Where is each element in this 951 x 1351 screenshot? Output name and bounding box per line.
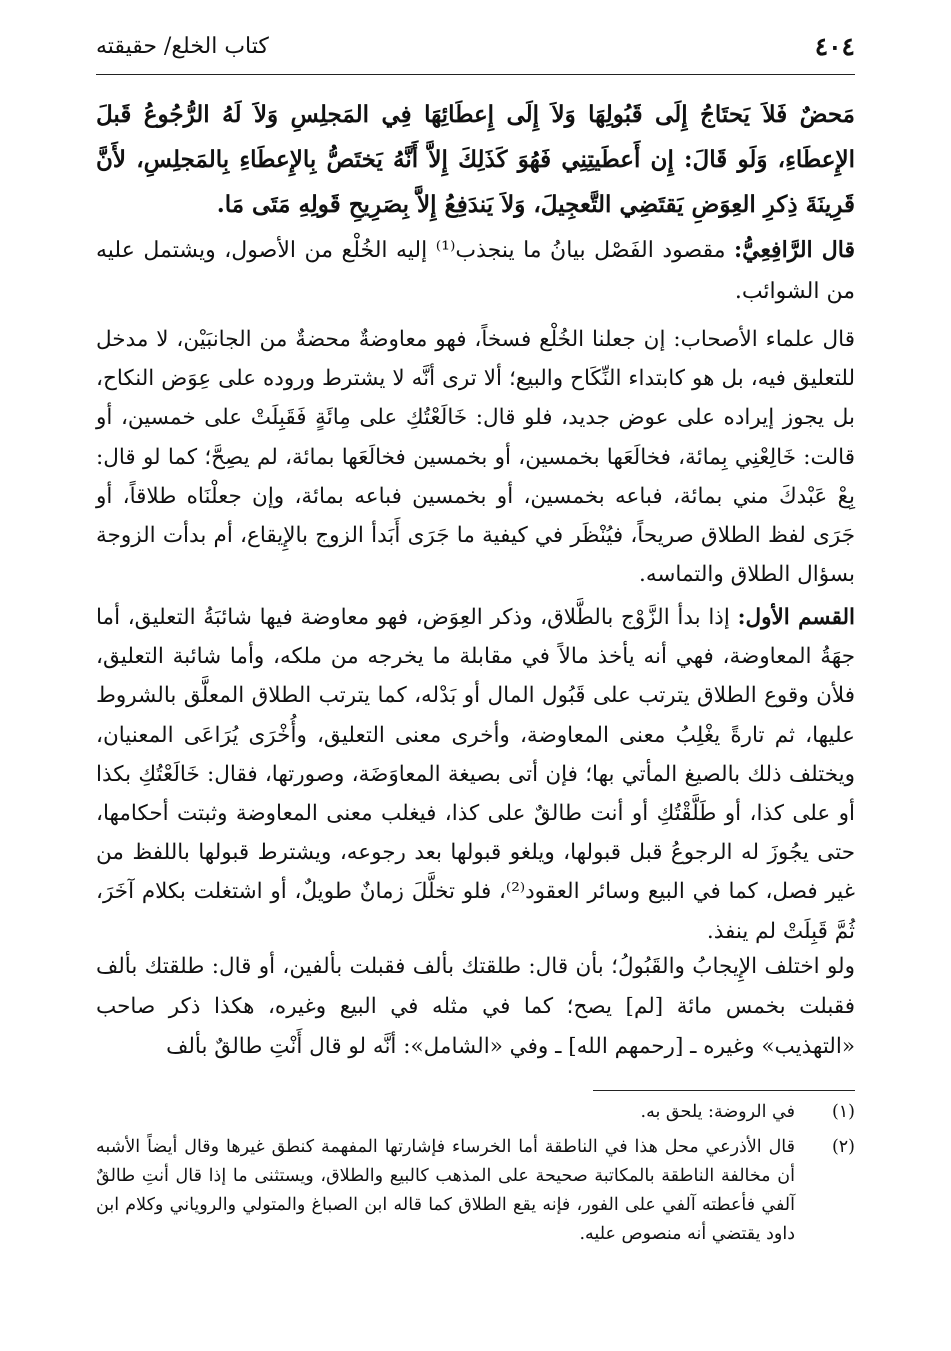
running-title: كتاب الخلع/ حقيقته	[96, 34, 269, 59]
paragraph-ulama	[96, 320, 855, 594]
paragraph-rafii	[96, 230, 855, 312]
paragraph-lead: القسم الأول:	[737, 605, 855, 630]
footnote-divider	[593, 1090, 855, 1091]
footnotes	[96, 1098, 855, 1255]
footnote-number: (٢)	[831, 1137, 855, 1157]
paragraph-text: مقصود الفَصْل بيانُ ما ينجذب⁽¹⁾ إليه الخُلْع من الأصول، ويشتمل عليه من الشوائب.	[96, 238, 855, 304]
paragraph-text: إذا بدأ الزَّوْج بالطَّلاق، وذكر العِوَض، فهو معاوضة فيها شائبَةُ التعليق، أما جهَةُ المعاوضة، فهي أنه يأخذ مالاً في مقابلة ما يخرجه من ملكه، وأما شائبة التعليق، فلأن وقوع الطلاق يترتب على قَبُول المال أو بَدْله، كما يترتب الطلاق المعلَّق بالشروط عليها، ثم تارةً يغْلِبُ معنى المعاوضة، وأخرى معنى التعليق، وأُخْرَى يُرَاعَى المعنيان، ويختلف ذلك بالصيغ المأتي بها؛ فإن أتى بصيغة المعاوَضَة، وصورتها، فقال: خَالَعْتُكِ بكذا أو على كذا، أو طَلَّقْتُكِ أو أنت طالقٌ على كذا، فيغلب معنى المعاوضة وثبتت أحكامها، حتى يجُوزَ له الرجوعُ قبل قبولها، ويلغو قبولها بعد رجوعه، ويشترط قبولها باللفظ من غير فصل، كما في البيع وسائر العقود⁽²⁾، فلو تخلَّلَ زمانٌ طويلٌ، أو اشتغلت بكلام آخَرَ، ثُمَّ قَبِلَتْ لم ينفذ.	[96, 605, 855, 944]
footnote-text: قال الأذرعي محل هذا في الناطقة أما الخرساء فإشارتها المفهمة كنطق غيرها وقال أيضاً الأشبه أن مخالفة الناطقة بالمكاتبة صحيحة على المذهب كالبيع والطلاق، ويستثنى ما إذا قال أنتِ طالقٌ آلفي فأعطته آلفي على الفور، فإنه يقع الطلاق كما قاله ابن الصباغ والمتولي والروياني وكلام ابن داود يقتضي أنه منصوص عليه.	[96, 1137, 795, 1244]
paragraph-lead: قال الرَّافِعِيُّ:	[733, 237, 855, 263]
paragraph-mismatch	[96, 947, 855, 1067]
footnote	[96, 1098, 855, 1127]
page-number: ٤٠٤	[814, 32, 855, 61]
footnote-text: في الروضة: يلحق به.	[640, 1102, 795, 1122]
paragraph-text: قال علماء الأصحاب: إن جعلنا الخُلْع فسخاً، فهو معاوضةٌ محضةٌ من الجانبَيْن، لا مدخل للتعليق فيه، بل هو كابتداء النِّكَاح والبيع؛ ألا ترى أنَّه لا يشترط وروده على عِوَض النكاح، بل يجوز إيراده على عوض جديد، فلو قال: خَالَعْتُكِ على مِائَةٍ فَقَبِلَتْ على خمسين، أو قالت: خَالِعْنِي بِمائة، فخالَعَها بخمسين، أو بخمسين فخالَعَها بمائة، لم يصِحَّ؛ كما لو قال: بِعْ عَبْدكَ مني بمائة، فباعه بخمسين، أو بخمسين فباعه بمائة، وإن جعلْنَاه طلاقاً، أو جَرَى لفظ الطلاق صريحاً، فيُنْظَر في كيفية ما جَرَى أَبَدأ الزوج بالإِيقاع، أم بدأت الزوجة بسؤال الطلاق والتماسه.	[96, 327, 855, 588]
footnote-number: (١)	[831, 1102, 855, 1122]
matn-text: مَحضٌ فَلاَ يَحتَاجُ إِلَى قَبُولِهَا وَلاَ إِلَى إِعطَائِهَا فِي المَجلِسِ وَلاَ لَهُ الرُّجُوعُ قَبلَ الإِعطَاءِ، وَلَو قَالَ: إِن أَعطَيتِنِي فَهُوَ كَذَلِكَ إِلاَّ أَنَّهُ يَختَصُّ بِالإِعطَاءِ بِالمَجلِسِ، لأَنَّ قَرِينَةَ ذِكرِ العِوَضِ يَقتَضِي التَّعجِيلَ، وَلاَ يَندَفِعُ إِلاَّ بِصَرِيحِ قَولِهِ مَتَى مَا.	[96, 101, 855, 218]
paragraph-first-section	[96, 598, 855, 951]
paragraph-text: ولو اختلف الإِيجابُ والقَبُولُ؛ بأن قال: طلقتك بألف فقبلت بألفين، أو قال: طلقتك بألف فقبلت بخمس مائة [لم] يصح؛ كما في مثله في البيع وغيره، هكذا ذكر صاحب «التهذيب» وغيره ـ [رحمهم الله] ـ وفي «الشامل»: أنَّه لو قال أَنْتِ طالقٌ بألف	[96, 954, 855, 1059]
footnote	[96, 1133, 855, 1249]
page-header	[96, 24, 855, 75]
